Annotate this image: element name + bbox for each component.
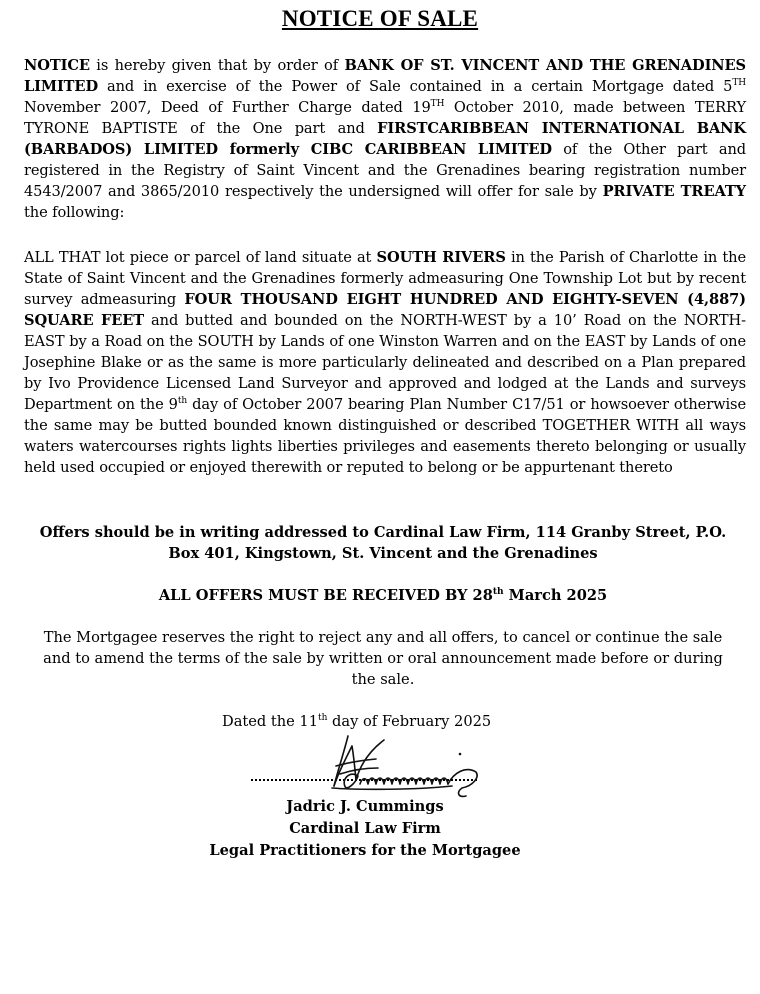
text-run: is hereby given that by order of: [89, 57, 345, 74]
text-run: the following:: [24, 204, 125, 221]
bank-name: BANK OF ST. VINCENT AND THE GRENADINES LIMITED: [24, 57, 746, 95]
notice-keyword: NOTICE: [24, 57, 90, 74]
notice-paragraph-intro: [24, 55, 746, 223]
superscript: TH: [430, 99, 445, 109]
text-run: October 2010, made between TERRY TYRONE BAPTISTE of the One part and: [24, 99, 746, 137]
notice-title: NOTICE OF SALE: [281, 6, 479, 31]
text-run: and in exercise of the Power of Sale contained in a certain Mortgage dated 5: [98, 78, 733, 95]
property-location: SOUTH RIVERS: [376, 249, 506, 266]
superscript: TH: [732, 78, 746, 88]
text-run: day of October 2007 bearing Plan Number C17/51 or howsoever otherwise the same may be butted bounded known distinguished or described TOGETHER WITH all ways waters watercourses rights lights liberties privileges and easements thereto belonging or usually held used occupied or enjoyed therewith or reputed to belong or be appurtenant thereto: [24, 396, 746, 476]
superscript: th: [318, 713, 328, 723]
offers-line: Offers should be in writing addressed to Cardinal Law Firm, 114 Granby Street, P.O.: [39, 524, 727, 541]
reservation-line: the sale.: [351, 671, 415, 688]
offers-line: Box 401, Kingstown, St. Vincent and the Grenadines: [168, 545, 598, 562]
text-run: March 2025: [503, 587, 608, 604]
signatory-role: Legal Practitioners for the Mortgagee: [209, 842, 521, 859]
notice-paragraph-property: [24, 247, 746, 478]
reservation-line: The Mortgagee reserves the right to reject any and all offers, to cancel or continue the sale: [43, 629, 723, 646]
sale-method: PRIVATE TREATY: [602, 183, 746, 200]
text-run: of the Other part and registered in the Registry of Saint Vincent and the Grenadines bearing registration number 4543/2007 and 3865/2010 respectively the undersigned will offer for sale by: [24, 141, 746, 200]
text-run: and butted and bounded on the NORTH-WEST by a 10’ Road on the NORTH-EAST by a Road on the SOUTH by Lands of one Winston Warren and on the EAST by Lands of one Josephine Blake or as the same is more particularly delineated and described on a Plan prepared by Ivo Providence Licensed Land Surveyor and approved and lodged at the Lands and surveys Department on the 9: [24, 312, 746, 413]
text-run: ALL OFFERS MUST BE RECEIVED BY 28: [158, 587, 493, 604]
law-firm-name: Cardinal Law Firm: [289, 820, 441, 837]
text-run: ALL THAT lot piece or parcel of land situate at: [24, 249, 377, 266]
text-run: November 2007, Deed of Further Charge dated 19: [24, 99, 431, 116]
reservation-line: and to amend the terms of the sale by written or oral announcement made before or during: [43, 650, 723, 667]
handwritten-signature: [326, 726, 486, 802]
mortgagee-name: FIRSTCARIBBEAN INTERNATIONAL BANK (BARBADOS) LIMITED formerly CIBC CARIBBEAN LIMITED: [24, 120, 747, 158]
text-run: day of February 2025: [327, 713, 492, 730]
offers-deadline: [20, 585, 746, 606]
property-area: FOUR THOUSAND EIGHT HUNDRED AND EIGHTY-SEVEN (4,887) SQUARE FEET: [24, 291, 746, 329]
signatory-name: Jadric J. Cummings: [286, 798, 444, 815]
offers-instruction: [20, 522, 746, 564]
superscript: th: [492, 587, 504, 597]
mortgagee-reservation: [20, 627, 746, 690]
superscript: th: [177, 396, 188, 406]
text-run: in the Parish of Charlotte in the State of Saint Vincent and the Grenadines formerly admeasuring One Township Lot but by recent survey admeasuring: [24, 249, 747, 308]
signature-block: [190, 796, 540, 862]
text-run: Dated the 11: [222, 713, 318, 730]
